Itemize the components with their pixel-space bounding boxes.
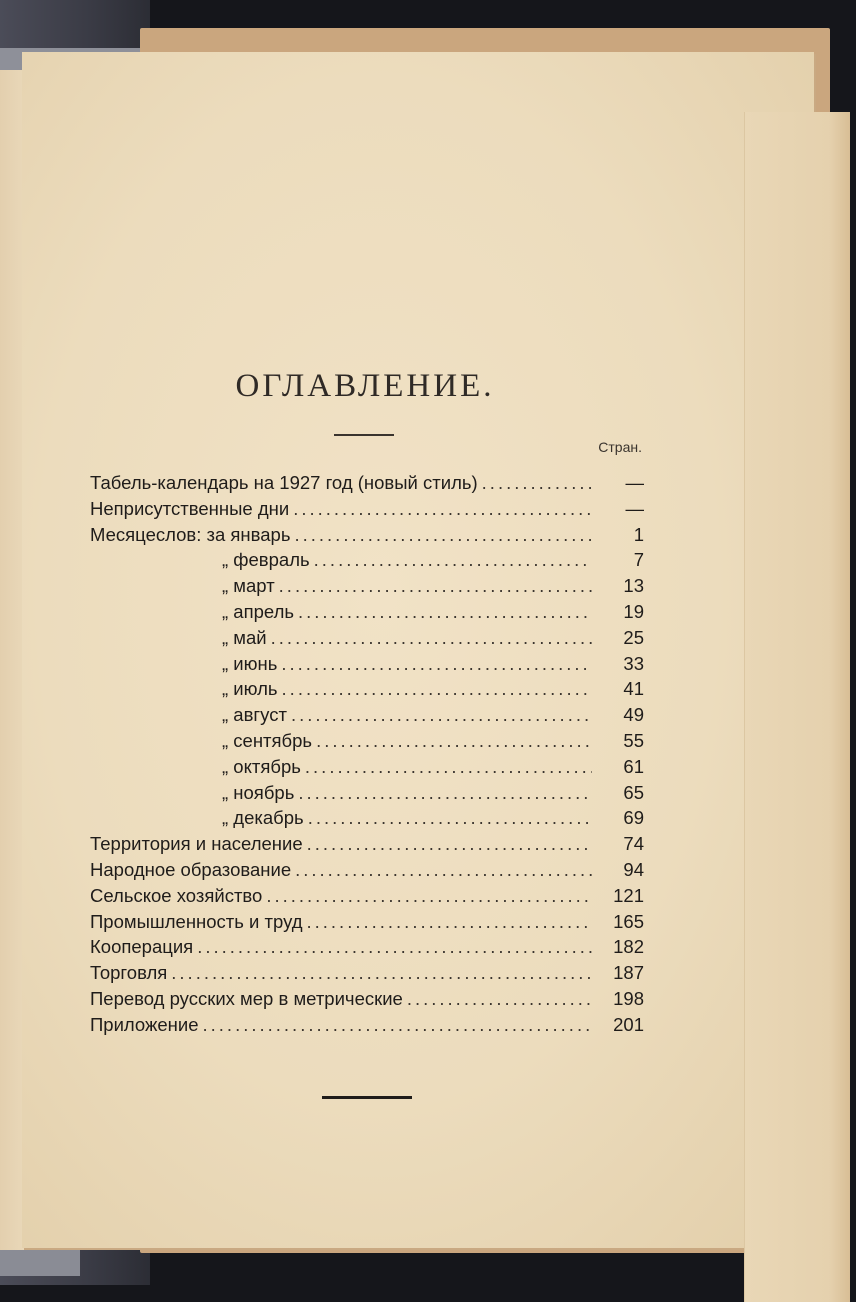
toc-dot-leader [293, 496, 592, 522]
toc-entry-page: 187 [613, 962, 644, 984]
toc-entry [90, 625, 644, 651]
end-divider [322, 1096, 412, 1099]
toc-entry-label: Промышленность и труд [90, 910, 303, 932]
toc-entry [90, 960, 644, 986]
toc-entry-label: „ июнь [222, 652, 278, 674]
toc-entry-label: Территория и население [90, 833, 303, 855]
toc-entry-label: „ март [222, 575, 275, 597]
toc-entry-page: 1 [633, 523, 644, 545]
toc-entry-label: „ ноябрь [222, 781, 295, 803]
toc-dot-leader [203, 1012, 592, 1038]
toc-dot-leader [308, 805, 592, 831]
toc-dot-leader [197, 934, 592, 960]
toc-entry-label: „ декабрь [222, 807, 304, 829]
toc-entry-label: „ август [222, 704, 287, 726]
toc-entry-page: 165 [613, 910, 644, 932]
toc-entry-page: 19 [623, 600, 644, 622]
toc-dot-leader [282, 676, 592, 702]
toc-entry-page: 201 [613, 1013, 644, 1035]
toc-entry [90, 547, 644, 573]
toc-entry-page: 13 [623, 575, 644, 597]
toc-entry-page: 65 [623, 781, 644, 803]
toc-entry [90, 831, 644, 857]
title-divider [334, 434, 394, 436]
toc-entry-page: — [625, 497, 644, 519]
toc-dot-leader [316, 728, 592, 754]
toc-dot-leader [279, 573, 592, 599]
toc-entry-label: Неприсутственные дни [90, 497, 290, 519]
toc-entry [90, 522, 644, 548]
toc-entry-page: 182 [613, 936, 644, 958]
toc-entry [90, 1012, 644, 1038]
toc-entry-page: 25 [623, 626, 644, 648]
toc-entry [90, 883, 644, 909]
toc-entry-label: Сельское хозяйство [90, 884, 263, 906]
toc-dot-leader [291, 702, 592, 728]
toc-entry [90, 909, 644, 935]
toc-entry [90, 857, 644, 883]
table-of-contents [90, 470, 644, 1038]
toc-dot-leader [307, 831, 592, 857]
toc-entry-page: 121 [613, 884, 644, 906]
toc-entry-label: Месяцеслов: за январь [90, 523, 291, 545]
page-title: ОГЛАВЛЕНИЕ. [235, 368, 495, 404]
toc-entry [90, 986, 644, 1012]
toc-entry-label: Кооперация [90, 936, 194, 958]
toc-dot-leader [281, 651, 592, 677]
toc-dot-leader [314, 547, 592, 573]
toc-entry-page: 49 [623, 704, 644, 726]
toc-entry-label: „ сентябрь [222, 729, 313, 751]
toc-entry [90, 651, 644, 677]
toc-entry-label: „ июль [222, 678, 278, 700]
toc-entry [90, 780, 644, 806]
toc-entry-page: 7 [633, 549, 644, 571]
toc-entry-page: 74 [623, 833, 644, 855]
toc-entry-label: Торговля [90, 962, 168, 984]
toc-entry-page: 41 [623, 678, 644, 700]
toc-dot-leader [294, 522, 592, 548]
toc-entry-label: Приложение [90, 1013, 199, 1035]
toc-entry-page: 69 [623, 807, 644, 829]
toc-entry-page: 61 [623, 755, 644, 777]
toc-entry-label: Табель-календарь на 1927 год (новый стиль) [90, 472, 478, 493]
toc-entry-page: 198 [613, 987, 644, 1009]
toc-entry [90, 470, 644, 496]
toc-entry-label: „ февраль [222, 549, 310, 571]
toc-entry [90, 934, 644, 960]
toc-entry [90, 676, 644, 702]
toc-dot-leader [295, 857, 592, 883]
toc-dot-leader [171, 960, 592, 986]
toc-entry [90, 728, 644, 754]
page-edge-fold [744, 112, 850, 1302]
toc-entry [90, 496, 644, 522]
toc-dot-leader [298, 599, 592, 625]
toc-entry [90, 573, 644, 599]
toc-entry-label: „ апрель [222, 600, 295, 622]
toc-entry-page: — [625, 472, 644, 493]
toc-dot-leader [407, 986, 592, 1012]
toc-entry-label: Народное образование [90, 858, 292, 880]
toc-dot-leader [305, 754, 592, 780]
book-page [22, 52, 814, 1248]
toc-entry [90, 805, 644, 831]
toc-dot-leader [307, 909, 593, 935]
toc-entry [90, 599, 644, 625]
toc-entry-page: 33 [623, 652, 644, 674]
toc-dot-leader [298, 780, 592, 806]
toc-entry-label: „ октябрь [222, 755, 301, 777]
toc-entry-page: 55 [623, 729, 644, 751]
pages-column-header: Стран. [598, 439, 642, 455]
toc-dot-leader [266, 883, 592, 909]
toc-entry-label: „ май [222, 626, 267, 648]
toc-entry [90, 754, 644, 780]
toc-dot-leader [482, 470, 592, 496]
toc-dot-leader [271, 625, 592, 651]
toc-entry [90, 702, 644, 728]
toc-entry-page: 94 [623, 858, 644, 880]
toc-entry-label: Перевод русских мер в метрические [90, 987, 403, 1009]
